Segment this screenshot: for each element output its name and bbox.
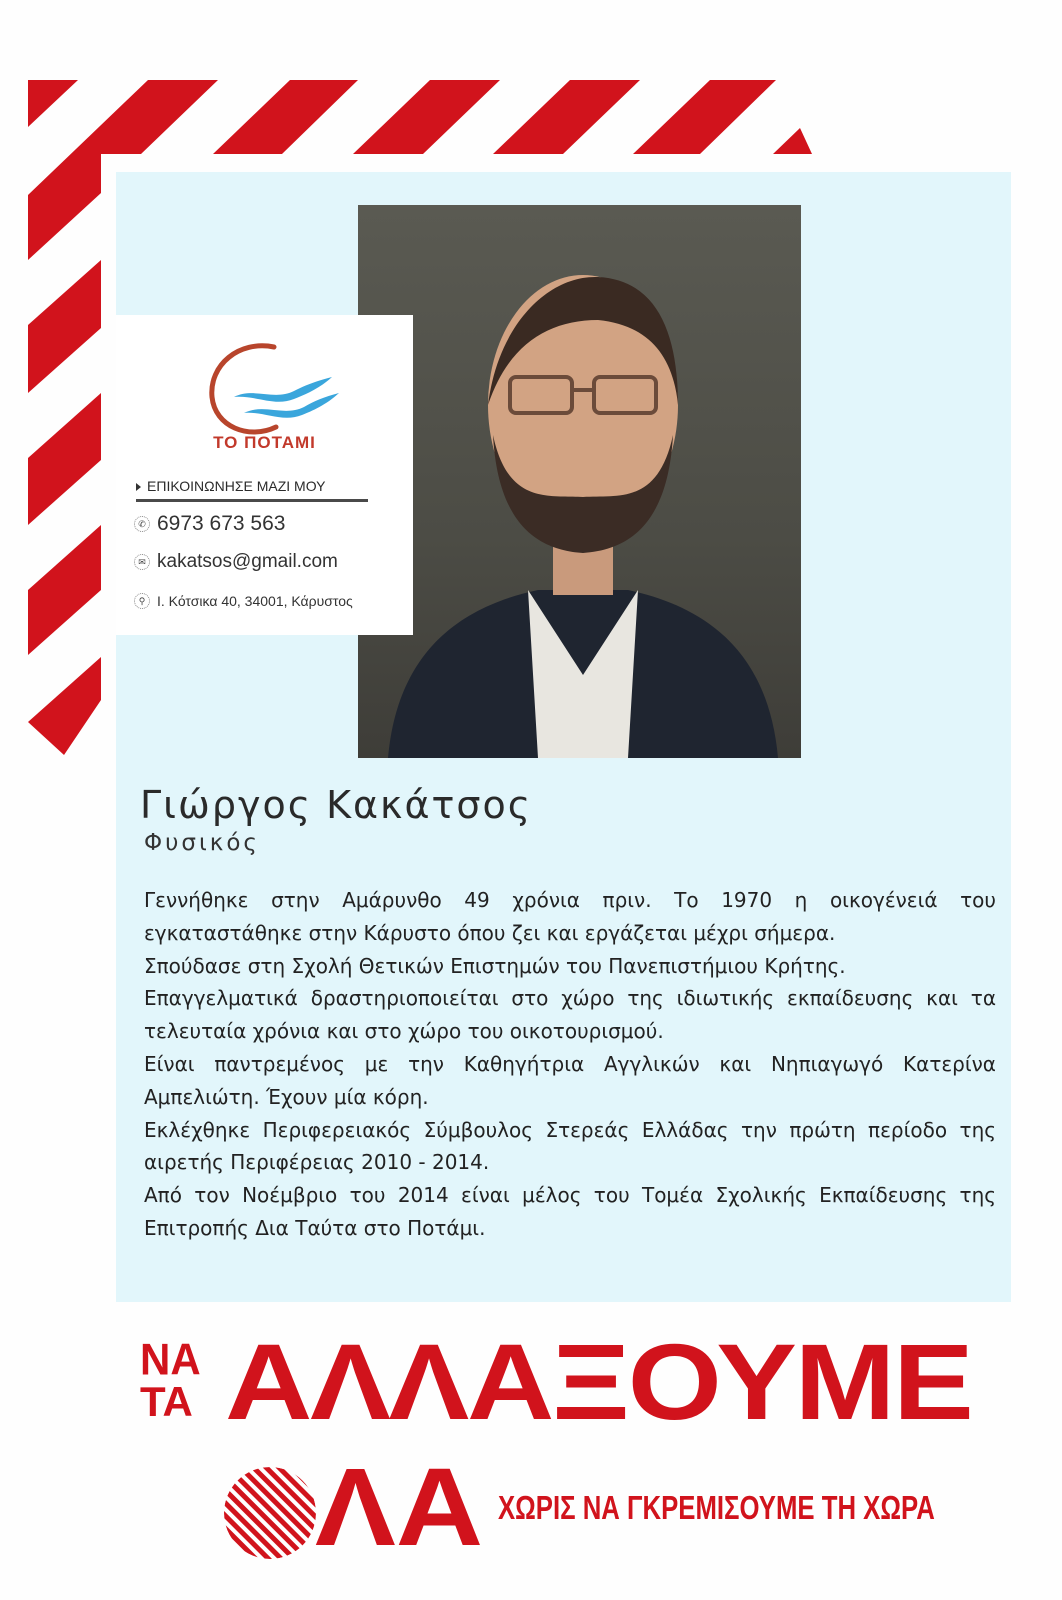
bio-paragraph: Εκλέχθηκε Περιφερειακός Σύμβουλος Στερεάς Ελλάδας την πρώτη περίοδο της αιρετής Περιφέρειας 2010 - 2014. — [144, 1117, 996, 1175]
slogan-main: ΑΛΛΑΞΟΥΜΕ — [225, 1321, 972, 1442]
portrait-illustration — [358, 205, 801, 758]
bio-paragraph: Γεννήθηκε στην Αμάρυνθο 49 χρόνια πριν. Το 1970 η οικογένειά του εγκαταστάθηκε στην Κάρυστο όπου ζει και εργάζεται μέχρι σήμερα. — [144, 888, 996, 945]
phone-icon: ✆ — [134, 516, 150, 532]
contact-heading-label: ΕΠΙΚΟΙΝΩΝΗΣΕ ΜΑΖΙ ΜΟΥ — [147, 478, 326, 494]
phone-number[interactable]: 6973 673 563 — [157, 512, 286, 535]
bio-paragraph: Είναι παντρεμένος με την Καθηγήτρια Αγγλικών και Νηπιαγωγό Κατερίνα Αμπελιώτη. Έχουν μία κόρη. — [144, 1051, 996, 1109]
bio-paragraph: Επαγγελματικά δραστηριοποιείται στο χώρο της ιδιωτικής εκπαίδευσης και τα τελευταία χρόνια και στο χώρο του οικοτουρισμού. — [144, 986, 996, 1044]
bio-paragraph: Σπούδασε στη Σχολή Θετικών Επιστημών του Πανεπιστήμιου Κρήτης. — [144, 953, 846, 978]
campaign-slogan — [0, 1300, 1062, 1600]
map-pin-icon: ⚲ — [134, 593, 150, 609]
striped-circle-icon — [222, 1465, 318, 1561]
contact-phone[interactable] — [134, 512, 285, 536]
candidate-name: Γιώργος Κακάτσος — [140, 783, 533, 827]
candidate-profession: Φυσικός — [144, 830, 260, 856]
party-name: ΤΟ ΠΟΤΑΜΙ — [213, 433, 316, 452]
contact-email[interactable] — [134, 551, 338, 573]
envelope-icon: ✉ — [134, 554, 150, 570]
slogan-tagline: ΧΩΡΙΣ ΝΑ ΓΚΡΕΜΙΣΟΥΜΕ ΤΗ ΧΩΡΑ — [498, 1489, 935, 1526]
bio-paragraph: Από τον Νοέμβριο του 2014 είναι μέλος του Τομέα Σχολικής Εκπαίδευσης της Επιτροπής Δια Ταύτα στο Ποτάμι. — [144, 1183, 996, 1240]
contact-heading — [136, 478, 368, 502]
email-address[interactable]: kakatsos@gmail.com — [157, 551, 338, 572]
biography — [144, 884, 996, 1245]
slogan-la: ΛΑ — [315, 1446, 484, 1569]
postal-address: Ι. Κότσικα 40, 34001, Κάρυστος — [157, 593, 353, 609]
caret-right-icon — [136, 483, 141, 491]
contact-address — [134, 593, 353, 609]
slogan-ta: ΤΑ — [140, 1378, 193, 1425]
to-potami-logo-icon — [194, 335, 344, 445]
candidate-photo — [358, 205, 801, 758]
contact-card — [116, 315, 413, 635]
slogan-na: ΝΑ — [140, 1334, 201, 1385]
